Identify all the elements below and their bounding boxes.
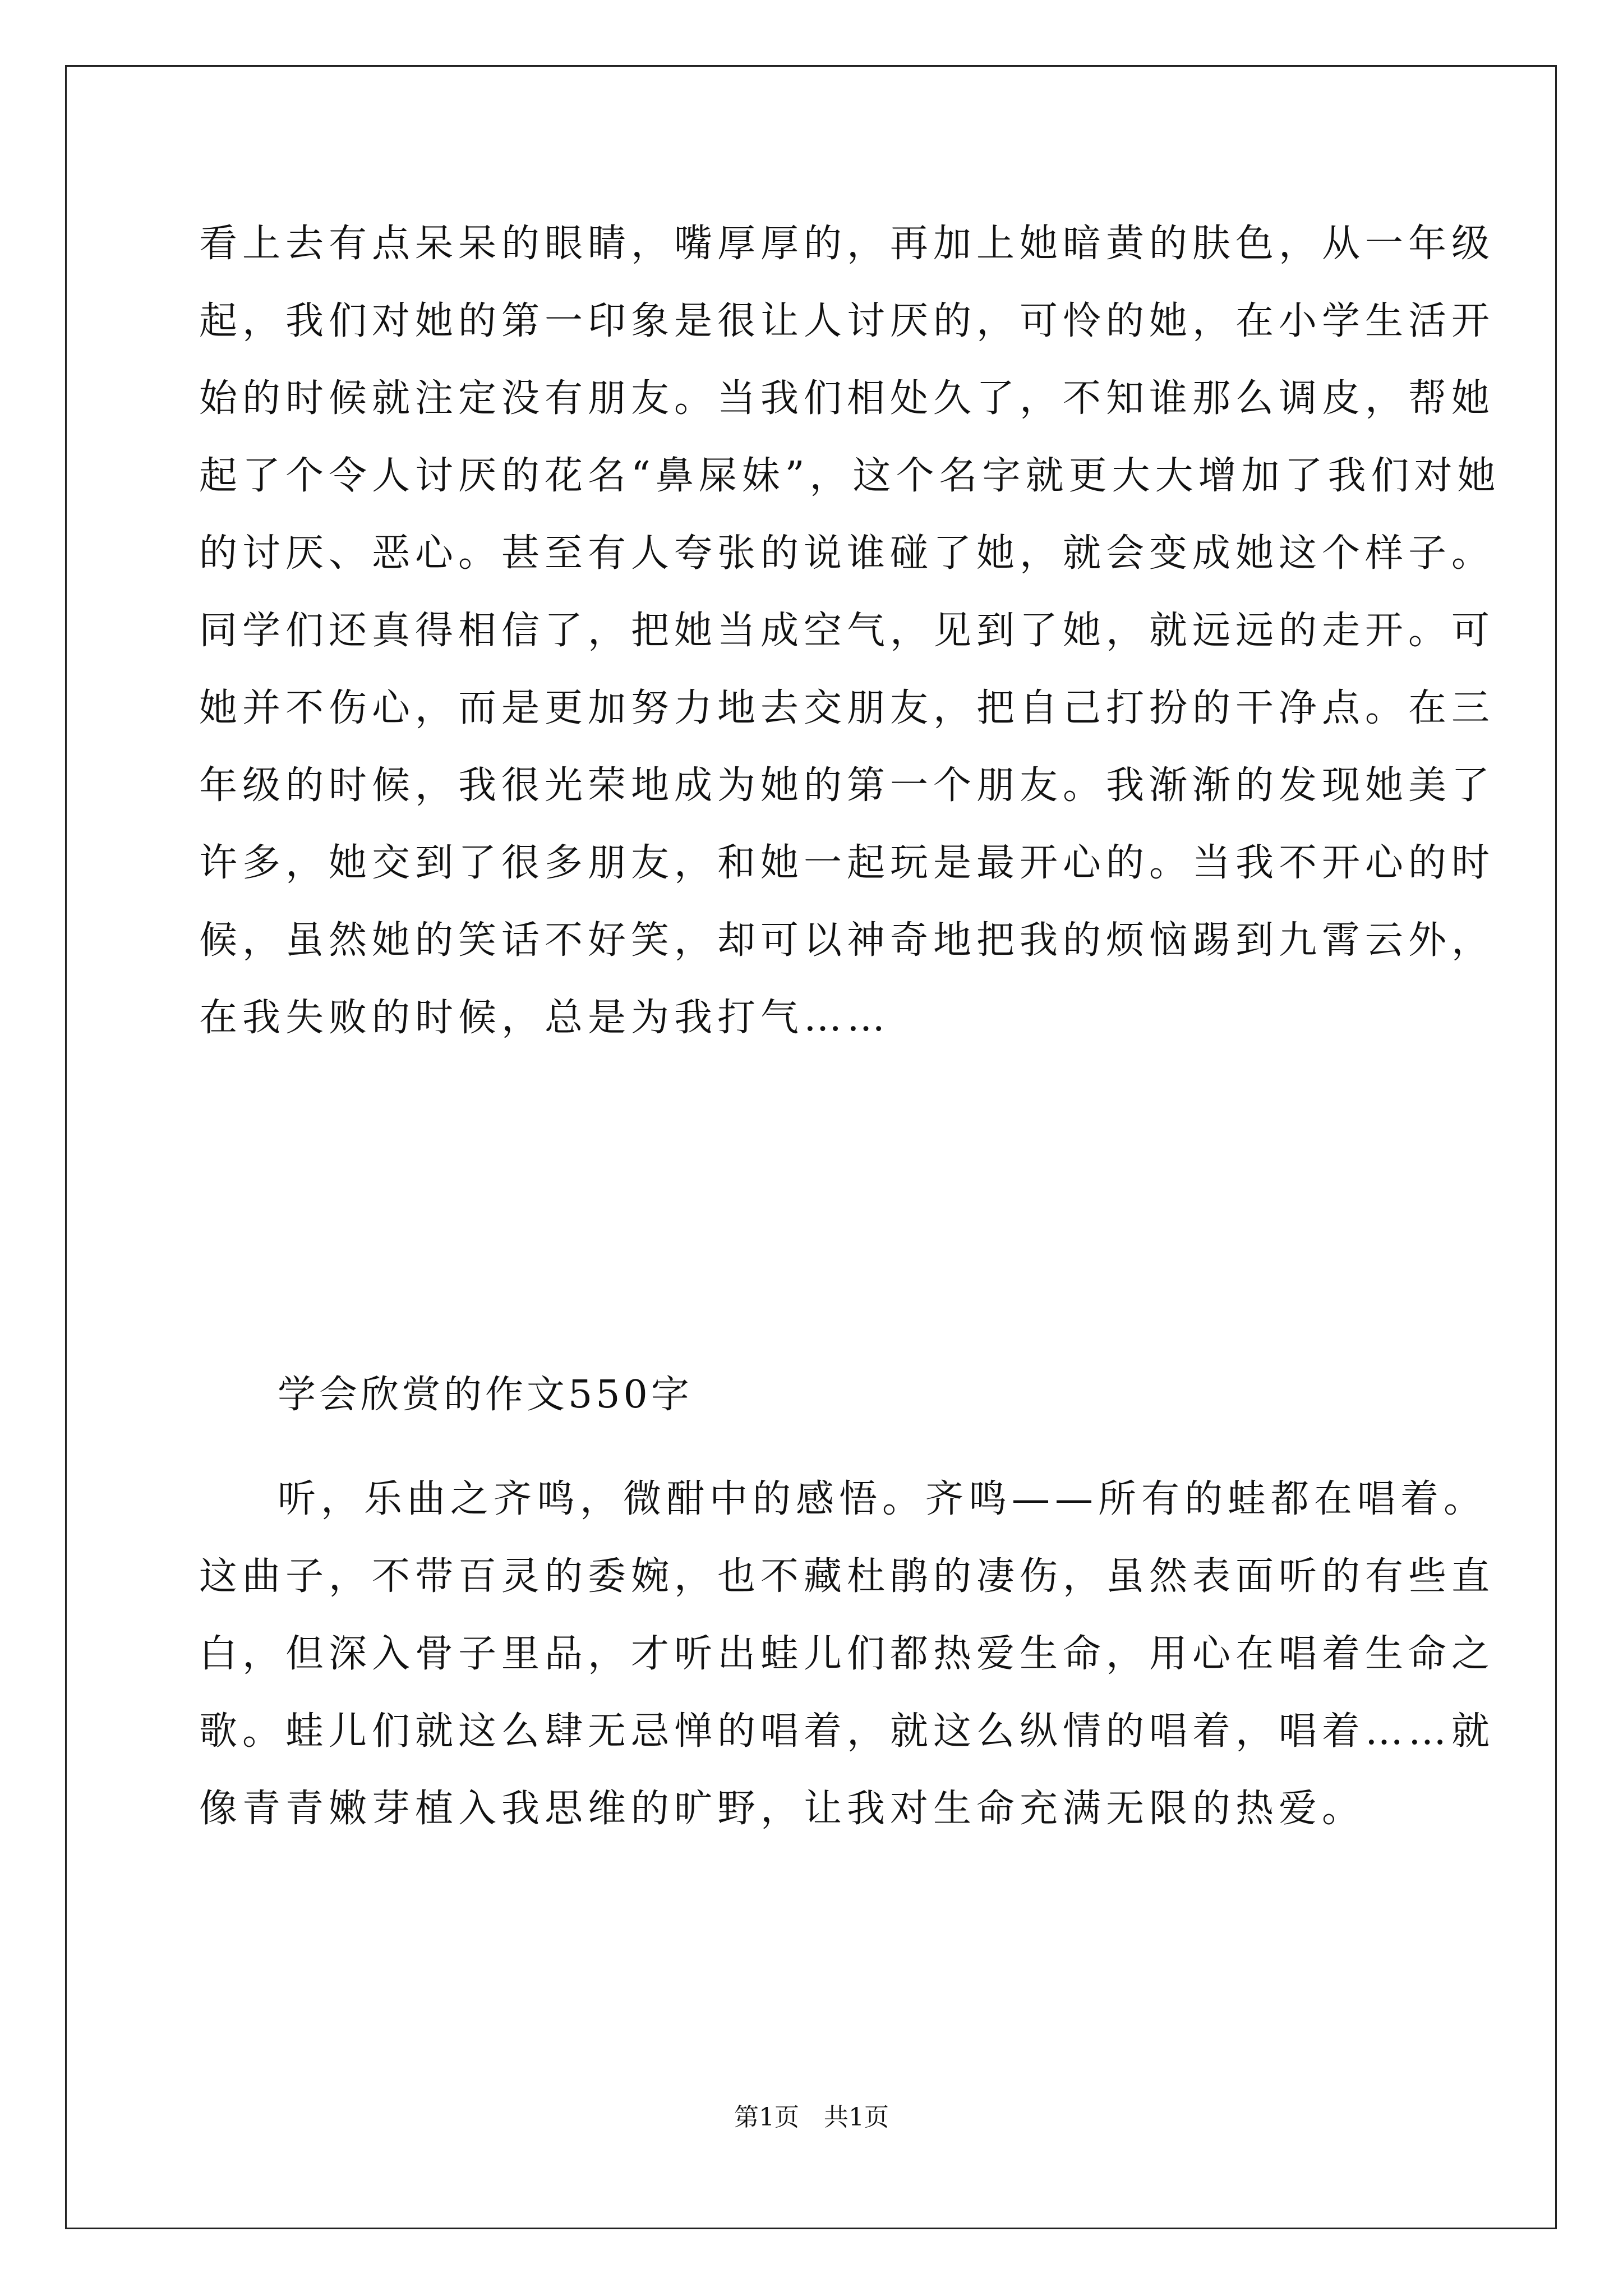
paragraph-1-line: 同学们还真得相信了，把她当成空气，见到了她，就远远的走开。可 [199, 609, 1495, 653]
paragraph-1-line: 年级的时候，我很光荣地成为她的第一个朋友。我渐渐的发现她美了 [199, 763, 1495, 808]
paragraph-1-line: 候，虽然她的笑话不好笑，却可以神奇地把我的烦恼踢到九霄云外， [199, 918, 1495, 963]
paragraph-2-line: 像青青嫩芽植入我思维的旷野，让我对生命充满无限的热爱。 [199, 1787, 1366, 1831]
paragraph-2-line: 歌。蛙儿们就这么肆无忌惮的唱着，就这么纵情的唱着，唱着……就 [199, 1709, 1495, 1754]
paragraph-1-line: 始的时候就注定没有朋友。当我们相处久了，不知谁那么调皮，帮她 [199, 376, 1495, 421]
paragraph-1-line: 她并不伤心，而是更加努力地去交朋友，把自己打扮的干净点。在三 [199, 686, 1495, 730]
paragraph-1-line: 许多，她交到了很多朋友，和她一起玩是最开心的。当我不开心的时 [199, 841, 1495, 885]
paragraph-1-line: 在我失败的时候，总是为我打气…… [199, 996, 891, 1040]
paragraph-2-line: 这曲子，不带百灵的委婉，也不藏杜鹃的凄伤，虽然表面听的有些直 [199, 1554, 1495, 1599]
paragraph-1-line: 起，我们对她的第一印象是很让人讨厌的，可怜的她，在小学生活开 [199, 299, 1495, 343]
paragraph-1-line: 的讨厌、恶心。甚至有人夸张的说谁碰了她，就会变成她这个样子。 [199, 531, 1495, 576]
paragraph-2-line: 白，但深入骨子里品，才听出蛙儿们都热爱生命，用心在唱着生命之 [199, 1632, 1495, 1676]
page-number-footer: 第1页 共1页 [734, 2103, 889, 2132]
paragraph-1-line: 看上去有点呆呆的眼睛，嘴厚厚的，再加上她暗黄的肤色，从一年级 [199, 222, 1495, 266]
paragraph-1-line: 起了个令人讨厌的花名“鼻屎妹”，这个名字就更大大增加了我们对她 [199, 454, 1501, 498]
section-heading: 学会欣赏的作文550字 [278, 1373, 693, 1417]
paragraph-2-line: 听，乐曲之齐鸣，微酣中的感悟。齐鸣——所有的蛙都在唱着。 [278, 1477, 1487, 1521]
